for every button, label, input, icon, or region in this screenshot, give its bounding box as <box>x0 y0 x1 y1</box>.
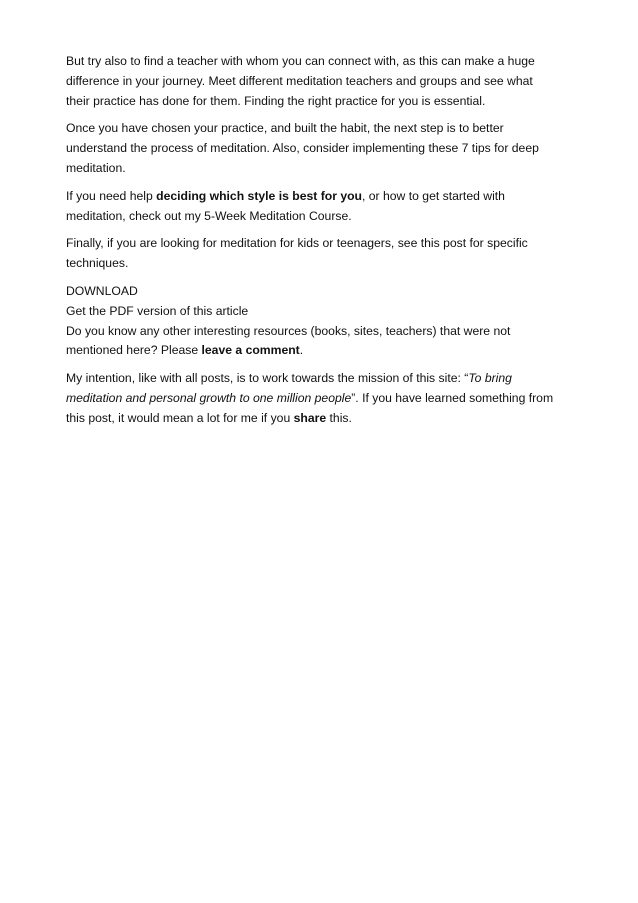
bold-text: share <box>293 410 327 425</box>
text-run: Once you have chosen your practice, and built the habit, the next step is to better <box>66 121 504 136</box>
text-run: meditation, check out my 5-Week Meditation Course. <box>66 208 352 223</box>
text-line <box>66 322 572 342</box>
document-body <box>66 52 572 437</box>
text-run: Do you know any other interesting resources (books, sites, teachers) that were not <box>66 323 511 338</box>
text-line <box>66 254 572 274</box>
paragraph <box>66 52 572 111</box>
paragraph <box>66 302 572 322</box>
text-run: difference in your journey. Meet different meditation teachers and groups and see what <box>66 73 533 88</box>
text-run: Finally, if you are looking for meditation for kids or teenagers, see this post for specific <box>66 236 528 251</box>
text-line <box>66 52 572 72</box>
text-run: techniques. <box>66 256 129 271</box>
text-line <box>66 389 572 409</box>
paragraph <box>66 234 572 274</box>
text-run: ”. If you have learned something from <box>351 390 554 405</box>
text-run: this post, it would mean a lot for me if you <box>66 410 294 425</box>
paragraph <box>66 322 572 362</box>
text-line <box>66 341 572 361</box>
text-line <box>66 92 572 112</box>
paragraph <box>66 369 572 428</box>
italic-text: meditation and personal growth to one million people <box>66 390 352 405</box>
text-run: , or how to get started with <box>362 188 505 203</box>
text-run: mentioned here? Please <box>66 343 202 358</box>
text-run: My intention, like with all posts, is to work towards the mission of this site: “ <box>66 371 469 386</box>
text-line <box>66 187 572 207</box>
text-run: But try also to find a teacher with whom you can connect with, as this can make a huge <box>66 54 535 68</box>
paragraph <box>66 282 572 302</box>
text-line <box>66 234 572 254</box>
text-line <box>66 72 572 92</box>
text-run: their practice has done for them. Finding the right practice for you is essential. <box>66 93 486 108</box>
text-run: Get the PDF version of this article <box>66 303 249 318</box>
text-run: meditation. <box>66 160 126 175</box>
italic-text: To bring <box>468 371 512 386</box>
text-run: . <box>299 343 304 358</box>
text-line <box>66 159 572 179</box>
text-run: DOWNLOAD <box>66 283 138 298</box>
text-line <box>66 207 572 227</box>
text-line <box>66 302 572 322</box>
text-line <box>66 139 572 159</box>
bold-text: deciding which style is best for you <box>156 188 362 203</box>
text-line <box>66 282 572 302</box>
bold-text: leave a comment <box>201 343 300 358</box>
paragraph <box>66 187 572 227</box>
text-line <box>66 119 572 139</box>
text-run: If you need help <box>66 188 157 203</box>
paragraph <box>66 119 572 178</box>
text-run: understand the process of meditation. Also, consider implementing these 7 tips for deep <box>66 141 539 156</box>
text-run: this. <box>326 410 352 425</box>
text-line <box>66 369 572 389</box>
text-line <box>66 409 572 429</box>
